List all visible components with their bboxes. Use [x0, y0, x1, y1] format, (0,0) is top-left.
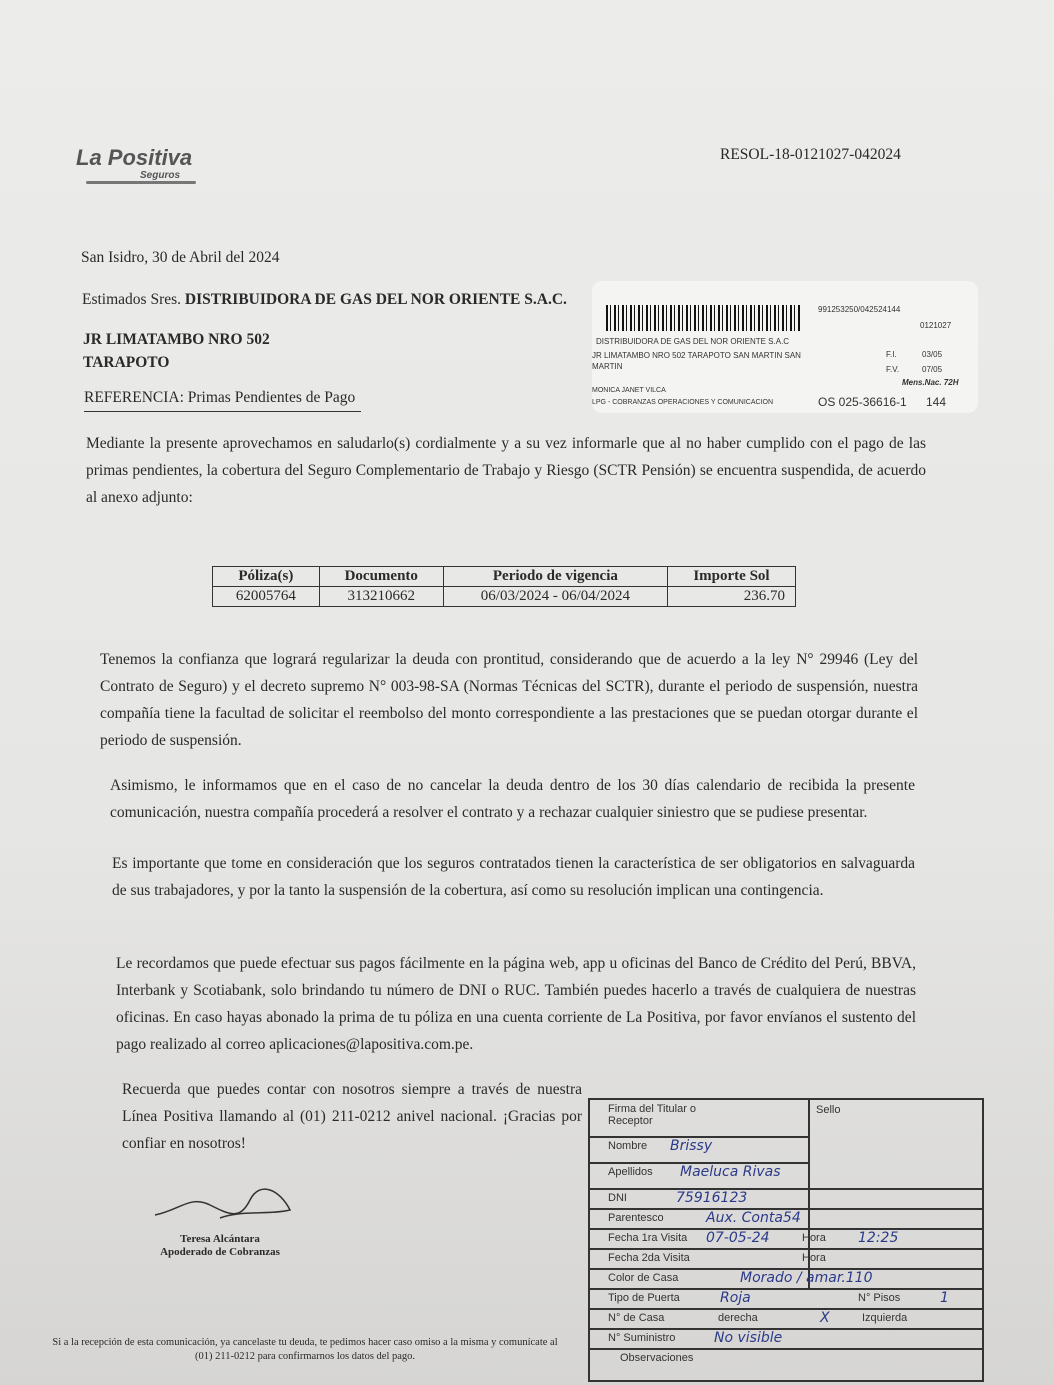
- reference-code: RESOL-18-0121027-042024: [720, 146, 901, 163]
- footer-note: Si a la recepción de esta comunicación, ya cancelaste tu deuda, te pedimos hacer caso omiso a la misma y comunícate al (01) 211-0212 para confirmarnos los datos del pago.: [52, 1337, 558, 1362]
- paragraph: Tenemos la confianza que logrará regularizar la deuda con prontitud, considerando que de acuerdo a la ley N° 29946 (Ley del Contrato de Seguro) y el decreto supremo N° 003-98-SA (Normas Técnicas del SCTR), durante el periodo de suspensión, nuestra compañía tiene la facultad de solicitar el reembolso del monto correspondiente a las prestaciones que se puedan otorgar durante el periodo de suspensión.: [100, 651, 918, 749]
- signature: [150, 1180, 300, 1230]
- table-header-row: Póliza(s) Documento Periodo de vigencia Importe Sol: [213, 567, 796, 587]
- signer-block: Teresa Alcántara Apoderado de Cobranzas: [160, 1233, 280, 1258]
- paragraph: Es importante que tome en consideración que los seguros contratados tienen la característica de ser obligatorios en salvaguarda de sus trabajadores, y por la tanto la suspensión de la cobertura, así como su resolución implican una contingencia.: [112, 855, 915, 899]
- reference-line: REFERENCIA: Primas Pendientes de Pago: [84, 384, 361, 412]
- policy-table: [212, 566, 796, 607]
- recipient-address: JR LIMATAMBO NRO 502 TARAPOTO: [83, 331, 270, 371]
- place-date: San Isidro, 30 de Abril del 2024: [81, 249, 280, 266]
- barcode: [606, 305, 802, 331]
- paragraph: Le recordamos que puede efectuar sus pagos fácilmente en la página web, app u oficinas del Banco de Crédito del Perú, BBVA, Interbank y Scotiabank, solo brindando tu número de DNI o RUC. También puedes hacerlo a través de cualquiera de nuestras oficinas. En caso hayas abonado la prima de tu póliza en una cuenta corriente de La Positiva, por favor envíanos el sustento del pago realizado al correo aplicaciones@lapositiva.com.pe.: [116, 955, 916, 1053]
- recipient-name: DISTRIBUIDORA DE GAS DEL NOR ORIENTE S.A.C.: [184, 291, 567, 308]
- mail-label: 991253250/042524144 0121027 DISTRIBUIDORA DE GAS DEL NOR ORIENTE S.A.C JR LIMATAMBO NRO 502 TARAPOTO SAN MARTIN SAN MARTIN F.I. 03/05 F.V. 07/05 Mens.Nac. 72H MONICA JANET VILCA LPG - COBRANZAS OPERACIONES Y COMUNICACION OS 025-36616-1 144: [592, 281, 978, 413]
- company-logo: La Positiva Seguros: [76, 146, 196, 184]
- greeting: Estimados Sres. DISTRIBUIDORA DE GAS DEL NOR ORIENTE S.A.C.: [82, 291, 567, 308]
- intro-paragraph: Mediante la presente aprovechamos en saludarlo(s) cordialmente y a su vez informarle que al no haber cumplido con el pago de las primas pendientes, la cobertura del Seguro Complementario de Trabajo y Riesgo (SCTR Pensión) se encuentra suspendida, de acuerdo al anexo adjunto:: [86, 435, 926, 506]
- paragraph: Asimismo, le informamos que en el caso de no cancelar la deuda dentro de los 30 días calendario de recibida la presente comunicación, nuestra compañía procederá a resolver el contrato y a rechazar cualquier siniestro que se pudiese presentar.: [110, 777, 915, 821]
- paragraph: Recuerda que puedes contar con nosotros siempre a través de nuestra Línea Positiva llamando al (01) 211-0212 anivel nacional. ¡Gracias por confiar en nosotros!: [122, 1081, 582, 1152]
- delivery-stamp: Firma del Titular o Receptor Sello Nombre Brissy Apellidos Maeluca Rivas DNI 75916123 Parentesco Aux. Conta54 Fecha 1ra Visita 07-05-24 Hora 12:25 Fecha 2da Visita Hora Color de Casa Morado / amar.110 Tipo de Puerta Roja N° Pisos 1 N° de Casa derecha X Izquierda N° Suministro No visible Observaciones: [588, 1098, 984, 1382]
- table-row: 62005764 313210662 06/03/2024 - 06/04/2024 236.70: [213, 587, 796, 607]
- logo-swoosh: [86, 181, 196, 184]
